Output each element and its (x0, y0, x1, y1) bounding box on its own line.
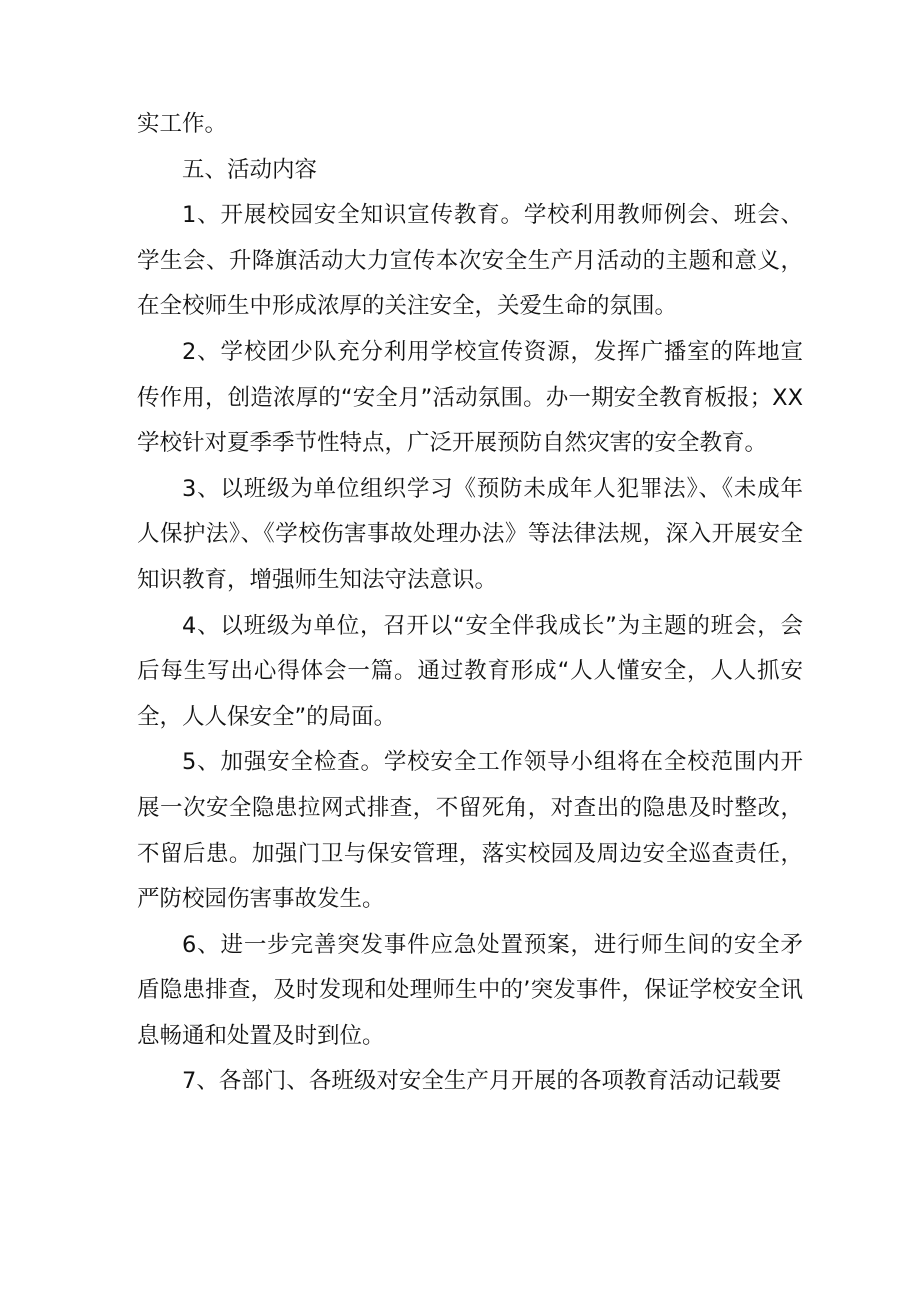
paragraph-item-4: 4、以班级为单位，召开以“安全伴我成长”为主题的班会，会后每生写出心得体会一篇。通过教育形成“人人懂安全，人人抓安全，人人保安全”的局面。 (137, 612, 803, 730)
paragraph-item-6: 6、进一步完善突发事件应急处置预案，进行师生间的安全矛盾隐患排查，及时发现和处理师生中的’突发事件，保证学校安全讯息畅通和处置及时到位。 (137, 931, 803, 1049)
paragraph-item-5: 5、加强安全检查。学校安全工作领导小组将在全校范围内开展一次安全隐患拉网式排查，不留死角，对查出的隐患及时整改，不留后患。加强门卫与保安管理，落实校园及周边安全巡查责任，严防校园伤害事故发生。 (137, 749, 803, 913)
paragraph-item-7: 7、各部门、各班级对安全生产月开展的各项教育活动记载要 (182, 1068, 782, 1095)
document-body (137, 102, 803, 1105)
paragraph-item-3: 3、以班级为单位组织学习《预防未成年人犯罪法》、《未成年人保护法》、《学校伤害事故处理办法》等法律法规，深入开展安全知识教育，增强师生知法守法意识。 (137, 475, 803, 593)
paragraph-item-2: 2、学校团少队充分利用学校宣传资源，发挥广播室的阵地宣传作用，创造浓厚的“安全月”活动氛围。办一期安全教育板报；XX学校针对夏季季节性特点，广泛开展预防自然灾害的安全教育。 (137, 338, 803, 457)
paragraph-continuation: 实工作。 (137, 111, 228, 137)
paragraph-item-1: 1、开展校园安全知识宣传教育。学校利用教师例会、班会、学生会、升降旗活动大力宣传本次安全生产月活动的主题和意义，在全校师生中形成浓厚的关注安全，关爱生命的氛围。 (137, 202, 803, 320)
section-heading: 五、活动内容 (182, 156, 318, 183)
